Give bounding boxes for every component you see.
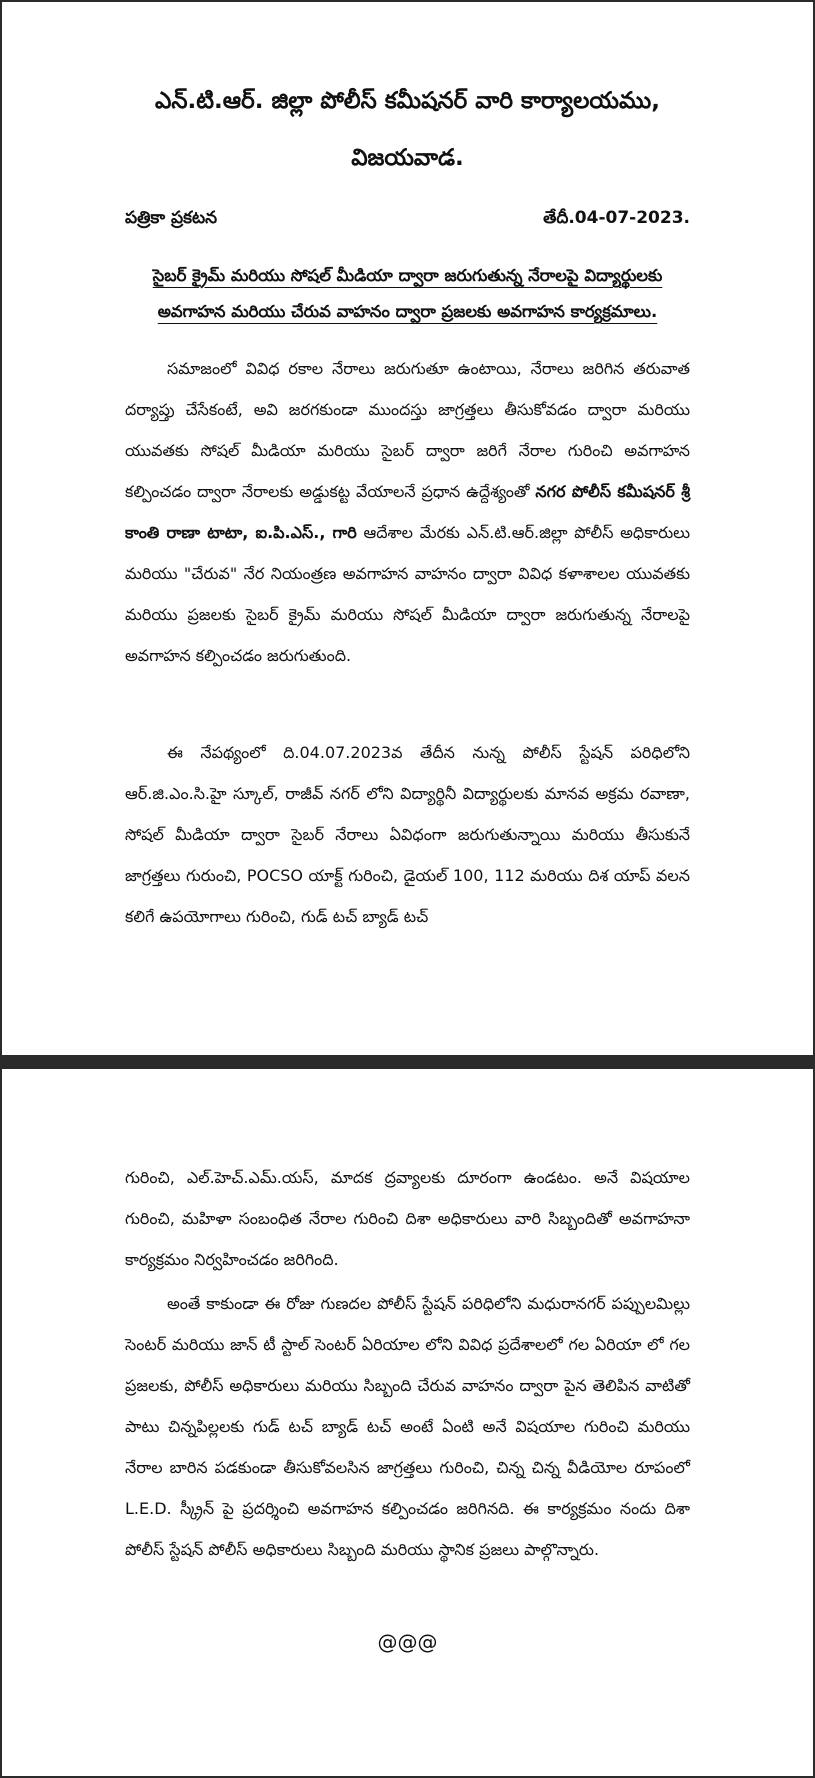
paragraph-3: గురించి, ఎల్.హెచ్.ఎమ్.యస్, మాదక ద్రవ్యాలకు దూరంగా ఉండటం. అనే విషయాల గురించి, మహిళా సంబంధిత నేరాల గురించి దిశా అధికారులు వారి సిబ్బందితో అవగాహనా కార్యక్రమం నిర్వహించడం జరిగింది. [125,1168,690,1269]
subject-heading [125,258,690,330]
city-title: విజయవాడ. [351,145,464,171]
subject-line-2: అవగాహన మరియు చేరువ వాహనం ద్వారా ప్రజలకు అవగాహన కార్యక్రమాలు. [157,302,658,321]
office-title: ఎన్.టి.ఆర్. జిల్లా పోలీస్ కమీషనర్ వారి కార్యాలయము, [154,88,661,114]
end-mark: @@@ [377,1630,438,1654]
press-date: తేదీ.04-07-2023. [543,208,690,228]
page-separator [0,1055,815,1069]
paragraph-1-text-b: ఆదేశాల మేరకు ఎన్.టి.ఆర్.జిల్లా పోలీస్ అధికారులు మరియు "చేరువ" నేర నియంత్రణ అవగాహన వాహనం ద్వారా వివిధ కళాశాలల యువతకు మరియు ప్రజలకు సైబర్ క్రైమ్ మరియు సోషల్ మీడియా ద్వారా జరుగుతున్న నేరాలపై అవగాహన కల్పించడం జరుగుతుంది. [125,523,690,665]
paragraph-4: అంతే కాకుండా ఈ రోజు గుణదల పోలీస్ స్టేషన్ పరిధిలోని మధురానగర్ పప్పులమిల్లు సెంటర్ మరియు జాన్ టీ స్టాల్ సెంటర్ ఏరియాల లోని వివిధ ప్రదేశాలలో గల ఏరియా లో గల ప్రజలకు, పోలీస్ అధికారులు మరియు సిబ్బంది చేరువ వాహనం ద్వారా పైన తెలిపిన వాటితో పాటు చిన్నపిల్లలకు గుడ్ టచ్ బ్యాడ్ టచ్ అంటే ఏంటి అనే విషయాల గురించి మరియు నేరాల బారిన పడకుండా తీసుకోవలసిన జాగ్రత్తలు గురించి, చిన్న చిన్న వీడియోల రూపంలో L.E.D. స్క్రీన్ పై ప్రదర్శించి అవగాహన కల్పించడం జరిగినది. ఈ కార్యక్రమం నందు దిశా పోలీస్ స్టేషన్ పోలీస్ అధికారులు సిబ్బంది మరియు స్థానిక ప్రజలు పాల్గొన్నారు. [125,1294,690,1559]
subject-line-1: సైబర్ క్రైమ్ మరియు సోషల్ మీడియా ద్వారా జరుగుతున్న నేరాలపై విద్యార్థులకు [152,266,663,285]
paragraph-2: ఈ నేపథ్యంలో ది.04.07.2023వ తేదీన నున్న పోలీస్ స్టేషన్ పరిధిలోని ఆర్.జి.ఎం.సి.హై స్కూల్, రాజీవ్ నగర్ లోని విద్యార్థినీ విద్యార్థులకు మానవ అక్రమ రవాణా, సోషల్ మీడియా ద్వారా సైబర్ నేరాలు ఏవిధంగా జరుగుతున్నాయి మరియు తీసుకునే జాగ్రత్తలు గురుంచి, POCSO యాక్ట్ గురించి, డైయల్ 100, 112 మరియు దిశ యాప్ వలన కలిగే ఉపయోగాలు గురించి, గుడ్ టచ్ బ్యాడ్ టచ్ [125,743,690,926]
commissioner-name: నగర పోలీస్ కమీషనర్ శ్రీ కాంతి రాణా టాటా, ఐ.పి.ఎస్., గారి [125,482,690,542]
paragraph-1-text-a: సమాజంలో వివిధ రకాల నేరాలు జరుగుతూ ఉంటాయి, నేరాలు జరిగిన తరువాత దర్యాప్తు చేసేకంటే, అవి జరగకుండా ముందస్తు జాగ్రత్తలు తీసుకోవడం ద్వారా మరియు యువతకు సోషల్ మీడియా మరియు సైబర్ ద్వారా జరిగే నేరాల గురించి అవగాహన కల్పించడం ద్వారా నేరాలకు అడ్డుకట్ట వేయాలనే ప్రధాన ఉద్దేశ్యంతో [125,359,690,501]
paragraph-1 [125,348,690,676]
press-release-label: పత్రికా ప్రకటన [125,208,218,228]
